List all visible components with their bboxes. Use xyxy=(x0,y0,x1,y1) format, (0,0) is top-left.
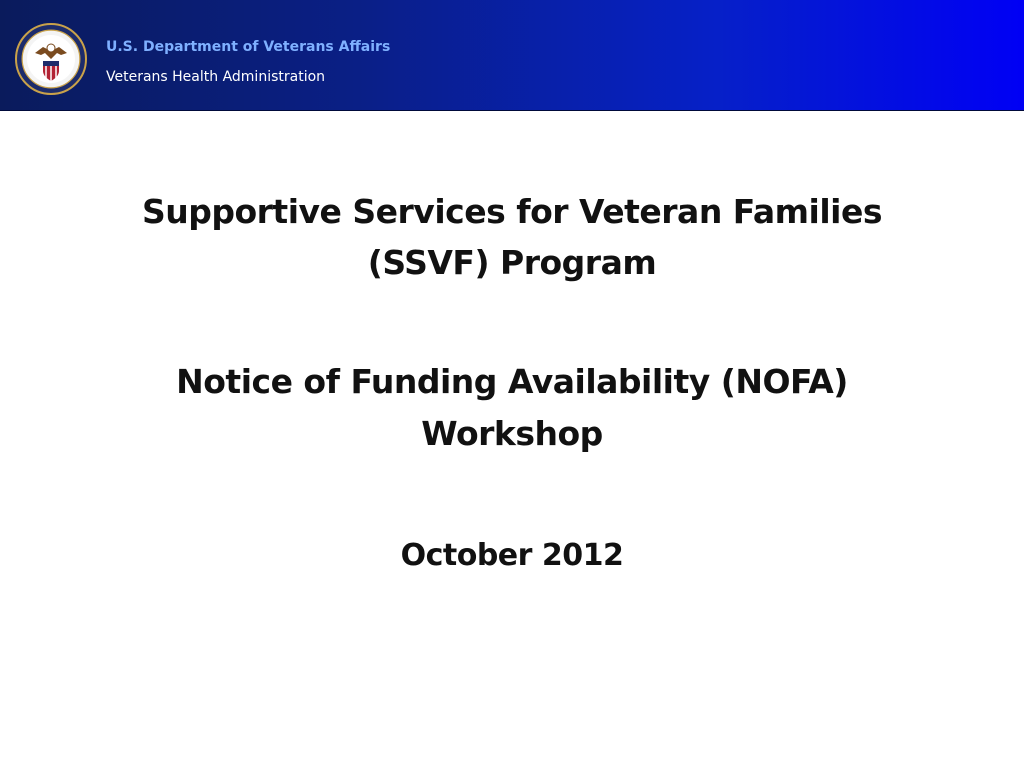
slide-subtitle-line-1: Notice of Funding Availability (NOFA) xyxy=(176,362,848,401)
slide-date: October 2012 xyxy=(400,538,624,573)
subagency-name: Veterans Health Administration xyxy=(106,69,326,85)
slide-subtitle-line-2: Workshop xyxy=(421,414,603,453)
agency-name: U.S. Department of Veterans Affairs xyxy=(106,39,391,55)
va-seal-icon xyxy=(15,23,87,95)
slide-title-line-1: Supportive Services for Veteran Families xyxy=(141,192,883,231)
header-banner xyxy=(0,0,1024,111)
slide-title-line-2: (SSVF) Program xyxy=(367,243,657,282)
slide-content xyxy=(0,110,1024,768)
